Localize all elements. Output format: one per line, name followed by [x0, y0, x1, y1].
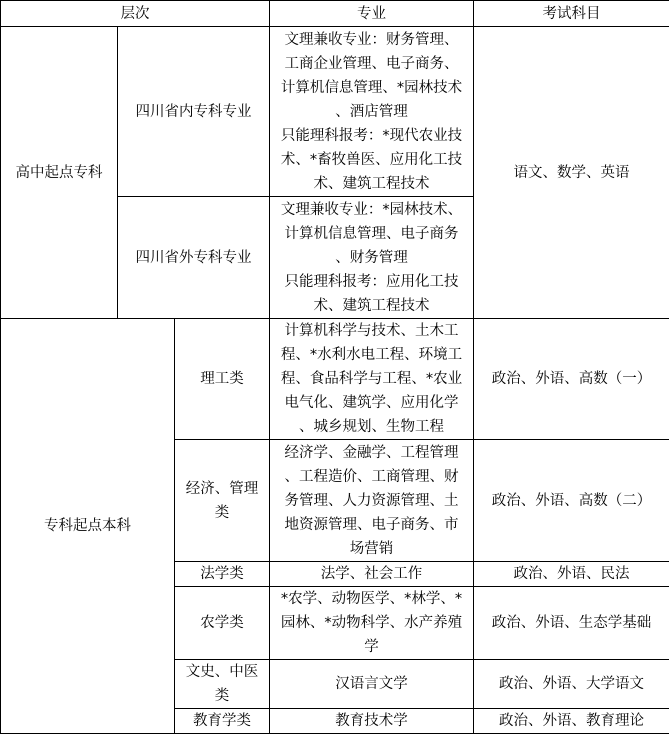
category-cell: 文史、中医 类	[175, 660, 270, 709]
subjects-cell-gaoqi: 语文、数学、英语	[474, 27, 669, 319]
subjects-cell: 政治、外语、高数（二）	[474, 440, 669, 562]
category-cell: 经济、管理 类	[175, 440, 270, 562]
subjects-cell: 政治、外语、教育理论	[474, 709, 669, 734]
table-row	[1, 27, 669, 197]
sub-level-sichuan-inside: 四川省内专科专业	[118, 27, 270, 197]
table-row	[1, 319, 669, 440]
level-cell-gaoqi: 高中起点专科	[1, 27, 118, 319]
major-cell: 经济学、金融学、工程管理 、工程造价、工商管理、财 务管理、人力资源管理、土 地资源管理、电子商务、市 场营销	[270, 440, 474, 562]
subjects-cell: 政治、外语、民法	[474, 562, 669, 587]
header-row	[1, 1, 669, 27]
subjects-cell: 政治、外语、大学语文	[474, 660, 669, 709]
major-cell: 教育技术学	[270, 709, 474, 734]
category-cell: 农学类	[175, 587, 270, 660]
major-cell: *农学、动物医学、*林学、* 园林、*动物科学、水产养殖 学	[270, 587, 474, 660]
major-cell: 文理兼收专业：*园林技术、 计算机信息管理、电子商务 、财务管理 只能理科报考：应用化工技 术、建筑工程技术	[270, 197, 474, 319]
subjects-cell: 政治、外语、高数（一）	[474, 319, 669, 440]
category-cell: 教育学类	[175, 709, 270, 734]
header-level: 层次	[1, 1, 270, 27]
header-subjects: 考试科目	[474, 1, 669, 27]
level-cell-zhuanben: 专科起点本科	[1, 319, 175, 734]
category-cell: 法学类	[175, 562, 270, 587]
subjects-cell: 政治、外语、生态学基础	[474, 587, 669, 660]
major-cell: 汉语言文学	[270, 660, 474, 709]
major-cell: 文理兼收专业：财务管理、 工商企业管理、电子商务、 计算机信息管理、*园林技术 、酒店管理 只能理科报考：*现代农业技 术、*畜牧兽医、应用化工技 术、建筑工程技术	[270, 27, 474, 197]
major-cell: 法学、社会工作	[270, 562, 474, 587]
category-cell: 理工类	[175, 319, 270, 440]
major-cell: 计算机科学与技术、土木工 程、*水利水电工程、环境工 程、食品科学与工程、*农业 电气化、建筑学、应用化学 、城乡规划、生物工程	[270, 319, 474, 440]
sub-level-sichuan-outside: 四川省外专科专业	[118, 197, 270, 319]
header-major: 专业	[270, 1, 474, 27]
